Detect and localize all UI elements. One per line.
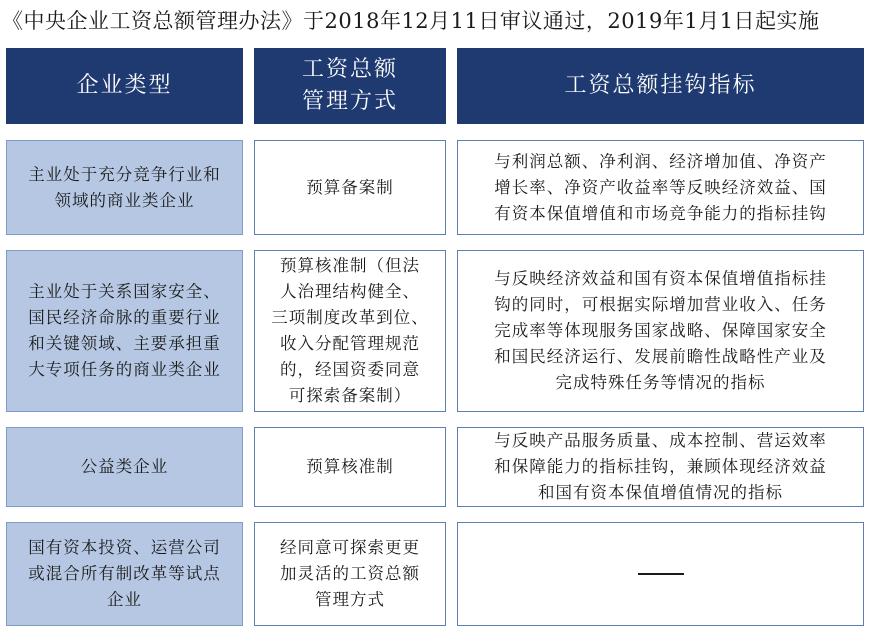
row-4-linked-indicators <box>457 522 864 626</box>
row-2-linked-indicators: 与反映经济效益和国有资本保值增值指标挂 钩的同时，可根据实际增加营业收入、任务 完成率等体现服务国家战略、保障国家安全 和国民经济运行、发展前瞻性战略性产业及 完成特殊任务等情况的指标 <box>457 250 864 412</box>
row-3-linked-indicators: 与反映产品服务质量、成本控制、营运效率 和保障能力的指标挂钩，兼顾体现经济效益 和国有资本保值增值情况的指标 <box>457 427 864 507</box>
row-3-enterprise-type: 公益类企业 <box>6 427 243 507</box>
row-3-management-mode: 预算核准制 <box>254 427 446 507</box>
header-linked-indicators: 工资总额挂钩指标 <box>457 48 864 124</box>
page-title: 《中央企业工资总额管理办法》于2018年12月11日审议通过，2019年1月1日起实施 <box>2 9 820 33</box>
header-management-mode: 工资总额 管理方式 <box>254 48 446 124</box>
row-2-management-mode: 预算核准制（但法 人治理结构健全、 三项制度改革到位、 收入分配管理规范 的，经国资委同意 可探索备案制） <box>254 250 446 412</box>
row-4-enterprise-type: 国有资本投资、运营公司 或混合所有制改革等试点 企业 <box>6 522 243 626</box>
row-1-management-mode: 预算备案制 <box>254 140 446 235</box>
header-enterprise-type: 企业类型 <box>6 48 243 124</box>
row-2-enterprise-type: 主业处于关系国家安全、 国民经济命脉的重要行业 和关键领域、主要承担重 大专项任务的商业类企业 <box>6 250 243 412</box>
em-dash <box>638 573 684 575</box>
row-1-linked-indicators: 与利润总额、净利润、经济增加值、净资产 增长率、净资产收益率等反映经济效益、国 有资本保值增值和市场竞争能力的指标挂钩 <box>457 140 864 235</box>
row-1-enterprise-type: 主业处于充分竞争行业和 领域的商业类企业 <box>6 140 243 235</box>
row-4-management-mode: 经同意可探索更更 加灵活的工资总额 管理方式 <box>254 522 446 626</box>
